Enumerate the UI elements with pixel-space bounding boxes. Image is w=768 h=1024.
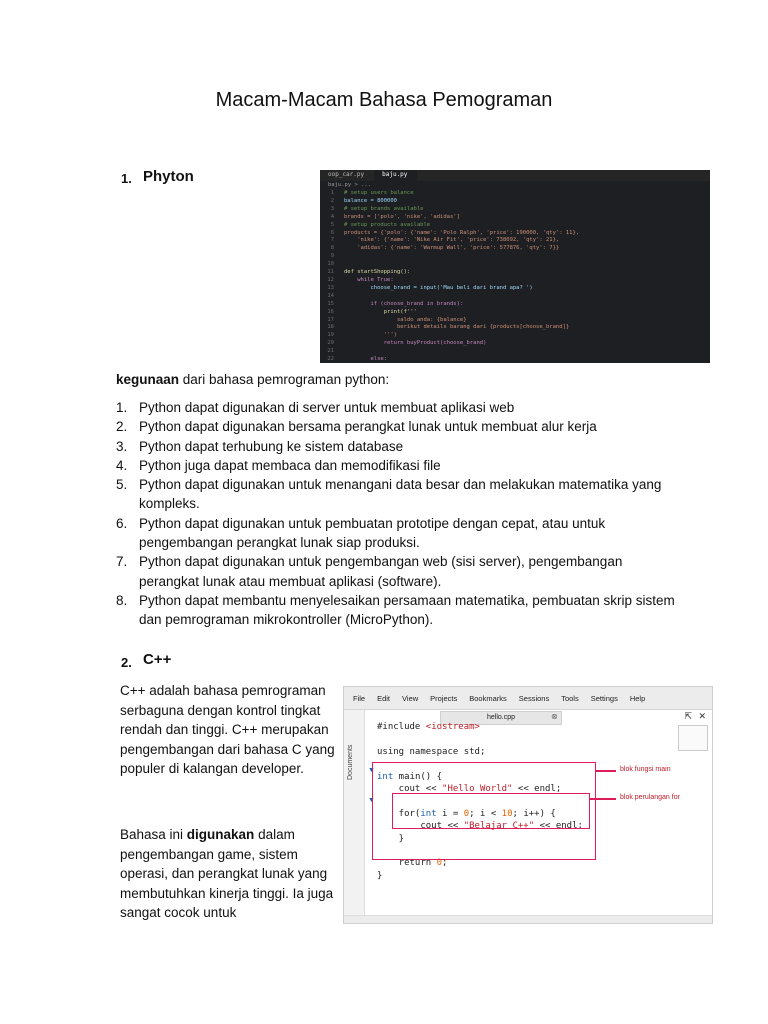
python-code-line xyxy=(320,317,710,325)
python-line-text: 'adidas': {'name': 'Warmup Wall', 'price': 577876, 'qty': 7}} xyxy=(344,245,560,252)
section-1-number: 1. xyxy=(121,171,132,186)
kegunaan-bold: kegunaan xyxy=(116,372,180,387)
cpp-for-zero: 0 xyxy=(463,808,470,819)
cpp-include-target: <iostream> xyxy=(425,722,480,732)
python-line-text: while True: xyxy=(344,276,394,283)
cpp-intro-paragraph: C++ adalah bahasa pemrograman serbaguna dengan kontrol tingkat rendah dan tinggi. C++ merupakan pengembangan dari bahasa C yang populer di kalangan developer. xyxy=(120,683,335,777)
python-line-text: ''') xyxy=(344,332,397,339)
cpp-menu-item-bookmarks[interactable]: Bookmarks xyxy=(469,693,507,703)
python-use-text: Python dapat digunakan untuk pengembangan web (sisi server), pengembangan perangkat lunak atau membuat aplikasi (software). xyxy=(139,554,623,589)
python-tab-baju: baju.py xyxy=(374,170,417,181)
cpp-menu-item-tools[interactable]: Tools xyxy=(561,693,579,703)
python-use-text: Python juga dapat membaca dan memodifikasi file xyxy=(139,457,441,473)
python-use-item xyxy=(116,514,676,553)
python-line-text: berikut details barang dari {products[choose_brand]} xyxy=(344,324,570,331)
cpp-for-int: int xyxy=(420,808,437,819)
minimap xyxy=(678,725,708,751)
python-code-line xyxy=(320,269,710,277)
cpp-for-kw: for( xyxy=(377,808,421,819)
cpp-menu-item-settings[interactable]: Settings xyxy=(590,693,618,703)
cpp-cout-2: cout << xyxy=(377,821,464,832)
cpp-for-ten: 10 xyxy=(501,808,513,819)
python-line-number: 7 xyxy=(330,237,334,244)
python-line-number: 10 xyxy=(327,261,334,268)
python-use-number: 5. xyxy=(116,477,128,493)
python-line-number: 2 xyxy=(330,197,334,204)
python-use-text: Python dapat terhubung ke sistem database xyxy=(139,438,404,454)
close-view-icon: ✕ xyxy=(698,711,706,721)
python-use-item xyxy=(116,552,676,591)
python-use-item xyxy=(116,417,676,436)
python-uses-list xyxy=(116,398,676,630)
python-use-item xyxy=(116,398,676,417)
python-line-number: 1 xyxy=(330,190,334,196)
python-line-text: return buyProduct(choose_brand) xyxy=(344,340,487,347)
python-code-line xyxy=(320,348,710,356)
python-code-line xyxy=(320,206,710,214)
python-code-line xyxy=(320,277,710,285)
python-code-lines xyxy=(320,190,710,363)
python-line-number: 20 xyxy=(327,340,334,347)
cpp-line-namespace: using namespace std; xyxy=(377,746,486,757)
python-breadcrumb: baju.py > ... xyxy=(328,182,372,188)
python-line-text: def startShopping(): xyxy=(344,269,411,276)
python-use-number: 3. xyxy=(116,438,128,454)
python-use-number: 1. xyxy=(116,400,128,415)
annotation-main: blok fungsi main xyxy=(620,766,671,773)
python-line-number: 11 xyxy=(327,269,334,276)
python-line-number: 19 xyxy=(327,332,334,339)
cpp-usage-paragraph xyxy=(120,825,338,923)
python-use-number: 7. xyxy=(116,554,128,570)
python-line-text: # setup brands available xyxy=(344,205,424,212)
python-use-item xyxy=(116,475,676,514)
python-code-line xyxy=(320,253,710,261)
cpp-cout-1: cout << xyxy=(377,784,443,795)
cpp-menu-item-edit[interactable]: Edit xyxy=(377,693,391,703)
section-1-heading: Phyton xyxy=(143,168,194,185)
python-line-text: print(f''' xyxy=(344,308,417,315)
python-code-line xyxy=(320,356,710,363)
python-line-number: 9 xyxy=(330,253,334,260)
python-code-screenshot xyxy=(320,170,710,363)
python-code-line xyxy=(320,301,710,309)
main-annotation-line xyxy=(596,770,616,772)
python-code-line xyxy=(320,324,710,332)
python-use-number: 4. xyxy=(116,457,128,473)
cpp-include-kw: #include xyxy=(377,722,426,732)
python-code-line xyxy=(320,222,710,230)
python-line-text: brands = ['polo', 'nike', 'adidas'] xyxy=(344,213,460,220)
python-line-number: 14 xyxy=(327,292,334,299)
cpp-line-include xyxy=(377,722,480,732)
python-line-number: 15 xyxy=(327,300,334,307)
cpp-endl-2: << endl; xyxy=(534,821,583,832)
cpp-code-screenshot xyxy=(343,686,713,924)
python-line-text: balance = 800000 xyxy=(344,197,397,204)
section-2-heading: C++ xyxy=(143,651,172,668)
python-editor-tabs xyxy=(320,170,710,181)
cpp-status-bar xyxy=(344,915,712,923)
cpp-menu-item-sessions[interactable]: Sessions xyxy=(518,693,550,703)
python-code-line xyxy=(320,237,710,245)
cpp-return-kw: return xyxy=(377,858,437,869)
python-line-number: 4 xyxy=(330,213,334,220)
python-line-number: 5 xyxy=(330,221,334,228)
cpp-usage-post: dalam pengembangan game, sistem operasi, dan perangkat lunak yang membutuhkan kinerja tinggi. Ia juga sangat cocok untuk xyxy=(120,827,334,921)
python-code-line xyxy=(320,340,710,348)
cpp-for-cond: ; i < xyxy=(469,808,502,819)
python-line-text: saldo anda: {balance} xyxy=(344,316,467,323)
fold-marker-for-icon: ▼ xyxy=(368,797,375,804)
for-block-highlight xyxy=(392,793,590,832)
python-line-number: 8 xyxy=(330,245,334,252)
fold-marker-main-icon: ▼ xyxy=(368,767,375,774)
cpp-tab-hello: hello.cpp xyxy=(440,711,562,725)
cpp-int-kw: int xyxy=(377,771,394,782)
python-use-item xyxy=(116,591,676,630)
cpp-editor-menubar xyxy=(344,687,712,710)
cpp-usage-pre: Bahasa ini xyxy=(120,827,187,842)
python-use-text: Python dapat membantu menyelesaikan persamaan matematika, pembuatan skrip sistem dan pemrograman mikrokontroller (MicroPython). xyxy=(139,592,675,628)
python-code-line xyxy=(320,332,710,340)
page-title: Macam-Macam Bahasa Pemograman xyxy=(215,89,553,111)
python-line-text: products = {'polo': {'name': 'Polo Ralph', 'price': 190000, 'qty': 11}, xyxy=(344,229,580,236)
cpp-return-zero: 0 xyxy=(436,858,443,869)
python-code-line xyxy=(320,245,710,253)
cpp-line-close-main: } xyxy=(377,870,383,881)
cpp-for-inc: ; i++) { xyxy=(512,808,556,819)
kegunaan-rest: dari bahasa pemrograman python: xyxy=(179,372,390,387)
cpp-line-close-for: } xyxy=(377,833,405,844)
python-line-number: 13 xyxy=(327,284,334,291)
python-line-text: if (choose_brand in brands): xyxy=(344,300,464,307)
python-use-item xyxy=(116,437,676,456)
python-use-text: Python dapat digunakan di server untuk membuat aplikasi web xyxy=(139,400,515,415)
python-line-number: 22 xyxy=(327,356,334,363)
python-tab-oop-car: oop_car.py xyxy=(328,171,365,178)
cpp-endl-1: << endl; xyxy=(512,784,562,795)
python-line-number: 3 xyxy=(330,205,334,212)
documents-side-label: Documents xyxy=(347,744,354,780)
cpp-menu-item-file[interactable]: File xyxy=(353,693,366,703)
cpp-return-semi: ; xyxy=(442,858,448,869)
python-code-line xyxy=(320,230,710,238)
python-line-number: 18 xyxy=(327,324,334,331)
cpp-main-sig: main() { xyxy=(393,771,443,782)
annotation-for: blok perulangan for xyxy=(620,794,680,801)
close-tab-icon: ⊗ xyxy=(551,712,558,721)
python-code-line xyxy=(320,261,710,269)
python-use-text: Python dapat digunakan untuk menangani data besar dan melakukan matematika yang kompleks. xyxy=(139,477,662,512)
python-line-text: # setup users balance xyxy=(344,190,414,196)
python-use-number: 6. xyxy=(116,515,128,531)
cpp-hello-string: "Hello World" xyxy=(442,784,513,795)
python-line-number: 12 xyxy=(327,276,334,283)
kegunaan-intro xyxy=(116,370,389,389)
python-line-text: choose_brand = input('Mau beli dari brand apa? ') xyxy=(344,284,533,291)
python-line-number: 21 xyxy=(327,348,334,355)
python-line-text: else: xyxy=(344,356,388,363)
python-line-text: # setup products available xyxy=(344,221,431,228)
section-2-number: 2. xyxy=(121,655,132,670)
python-use-number: 8. xyxy=(116,592,128,608)
python-code-line xyxy=(320,309,710,317)
python-use-text: Python dapat digunakan untuk pembuatan prototipe dengan cepat, atau untuk pengembangan perangkat lunak siap produksi. xyxy=(139,515,606,551)
python-code-line xyxy=(320,285,710,293)
python-code-line xyxy=(320,198,710,206)
cpp-menu-item-view[interactable]: View xyxy=(402,693,419,703)
python-line-number: 17 xyxy=(327,316,334,323)
python-line-text: 'nike': {'name': 'Nike Air Fit', 'price': 738092, 'qty': 21}, xyxy=(344,237,560,244)
cpp-menu-item-projects[interactable]: Projects xyxy=(430,693,458,703)
python-line-number: 16 xyxy=(327,308,334,315)
for-annotation-line xyxy=(590,798,616,800)
cpp-belajar-string: "Belajar C++" xyxy=(463,821,535,832)
cpp-usage-bold: digunakan xyxy=(186,827,255,842)
cpp-editor-sidebar xyxy=(344,710,365,923)
python-use-number: 2. xyxy=(116,419,128,435)
python-code-line xyxy=(320,214,710,222)
python-code-line xyxy=(320,190,710,198)
cpp-menu-item-help[interactable]: Help xyxy=(629,693,646,703)
python-line-number: 6 xyxy=(330,229,334,236)
python-use-text: Python dapat digunakan bersama perangkat lunak untuk membuat alur kerja xyxy=(139,419,597,435)
split-view-icon: ⇱ xyxy=(684,711,692,721)
python-use-item xyxy=(116,456,676,475)
cpp-for-init: i = xyxy=(436,808,464,819)
python-code-line xyxy=(320,293,710,301)
